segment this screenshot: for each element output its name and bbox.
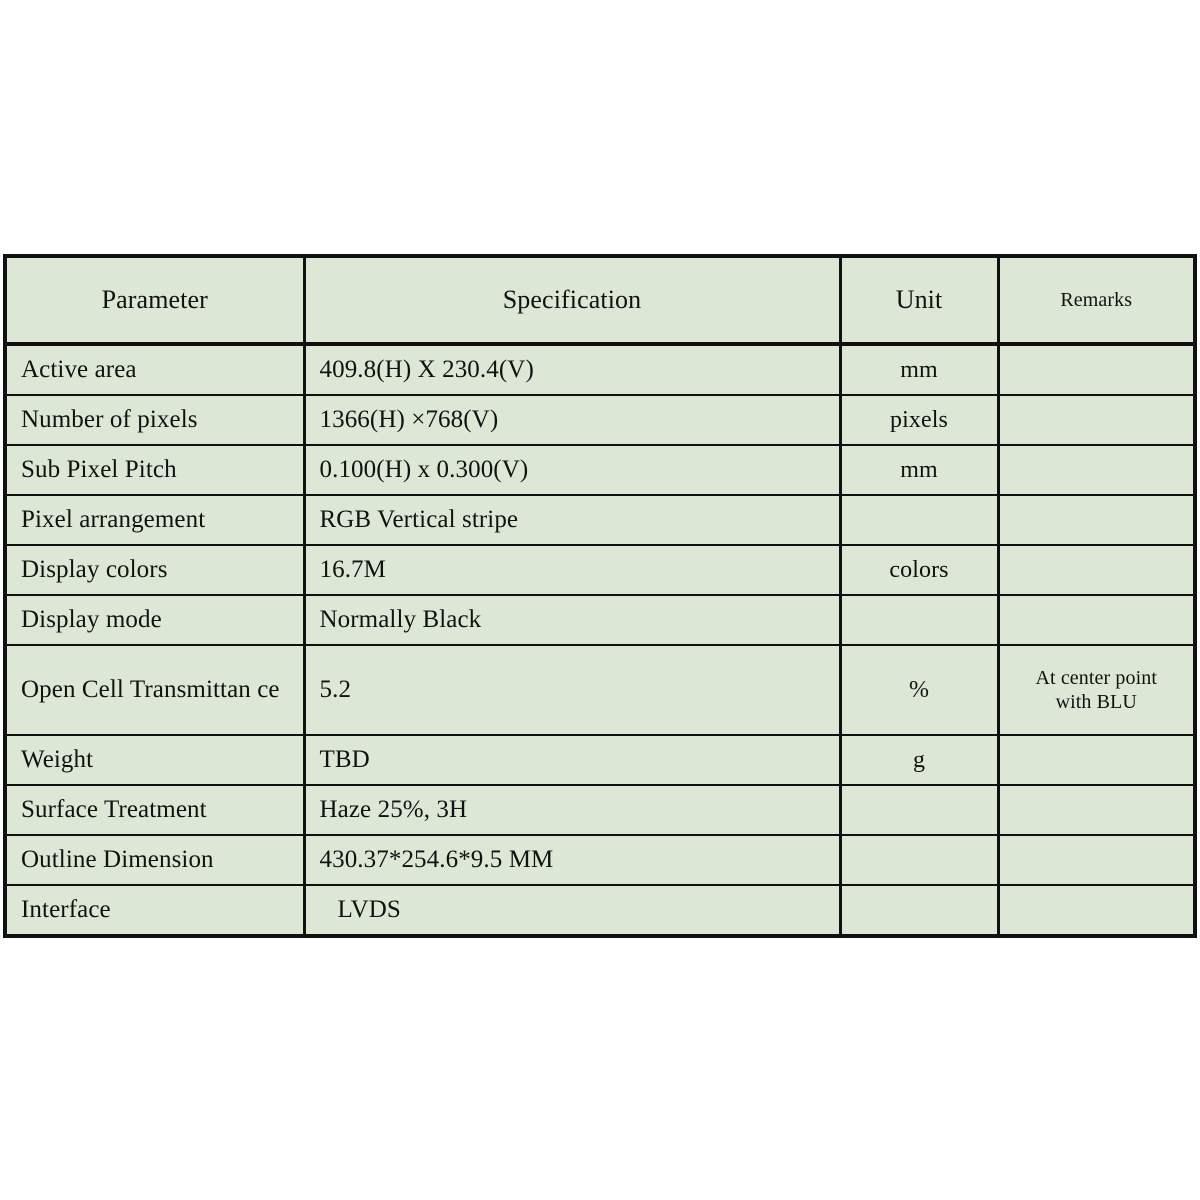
cell-specification: Normally Black [304, 595, 840, 645]
cell-specification: 409.8(H) X 230.4(V) [304, 344, 840, 395]
table-row [5, 344, 1195, 395]
cell-parameter: Open Cell Transmittan ce [5, 645, 304, 735]
column-header-remarks: Remarks [998, 256, 1195, 344]
column-header-unit: Unit [840, 256, 998, 344]
cell-parameter: Active area [5, 344, 304, 395]
cell-specification [304, 885, 840, 936]
remarks-line-2: with BLU [1055, 691, 1137, 713]
cell-unit: % [840, 645, 998, 735]
cell-remarks [998, 545, 1195, 595]
cell-unit [840, 595, 998, 645]
cell-specification: 5.2 [304, 645, 840, 735]
column-header-specification: Specification [304, 256, 840, 344]
cell-unit: colors [840, 545, 998, 595]
specification-value: LVDS [337, 896, 401, 923]
cell-specification: TBD [304, 735, 840, 785]
cell-remarks [998, 735, 1195, 785]
table-row [5, 595, 1195, 645]
cell-unit [840, 835, 998, 885]
table-row [5, 735, 1195, 785]
cell-parameter: Sub Pixel Pitch [5, 445, 304, 495]
table-row [5, 545, 1195, 595]
table-header-row [5, 256, 1195, 344]
cell-parameter: Interface [5, 885, 304, 936]
cell-unit [840, 785, 998, 835]
cell-unit [840, 495, 998, 545]
cell-parameter: Display mode [5, 595, 304, 645]
cell-remarks [998, 395, 1195, 445]
cell-specification: Haze 25%, 3H [304, 785, 840, 835]
cell-parameter: Pixel arrangement [5, 495, 304, 545]
cell-remarks [998, 495, 1195, 545]
table-row [5, 835, 1195, 885]
cell-specification: 430.37*254.6*9.5 MM [304, 835, 840, 885]
cell-remarks [998, 445, 1195, 495]
cell-unit: mm [840, 445, 998, 495]
cell-specification: RGB Vertical stripe [304, 495, 840, 545]
cell-unit [840, 885, 998, 936]
cell-unit: g [840, 735, 998, 785]
cell-specification: 0.100(H) x 0.300(V) [304, 445, 840, 495]
cell-remarks [998, 785, 1195, 835]
table-row [5, 885, 1195, 936]
cell-remarks [998, 595, 1195, 645]
remarks-line-1: At center point [1035, 666, 1157, 689]
cell-remarks [998, 835, 1195, 885]
table-row [5, 445, 1195, 495]
display-panel-specification-table [3, 254, 1197, 938]
specification-table-container [3, 254, 1193, 938]
cell-unit: mm [840, 344, 998, 395]
cell-parameter: Outline Dimension [5, 835, 304, 885]
cell-parameter: Display colors [5, 545, 304, 595]
cell-remarks [998, 885, 1195, 936]
table-row [5, 495, 1195, 545]
table-row [5, 785, 1195, 835]
cell-parameter: Number of pixels [5, 395, 304, 445]
cell-parameter: Weight [5, 735, 304, 785]
cell-parameter: Surface Treatment [5, 785, 304, 835]
cell-unit: pixels [840, 395, 998, 445]
table-row [5, 395, 1195, 445]
cell-specification: 1366(H) ×768(V) [304, 395, 840, 445]
column-header-parameter: Parameter [5, 256, 304, 344]
cell-remarks [998, 645, 1195, 735]
cell-remarks [998, 344, 1195, 395]
table-row [5, 645, 1195, 735]
cell-specification: 16.7M [304, 545, 840, 595]
